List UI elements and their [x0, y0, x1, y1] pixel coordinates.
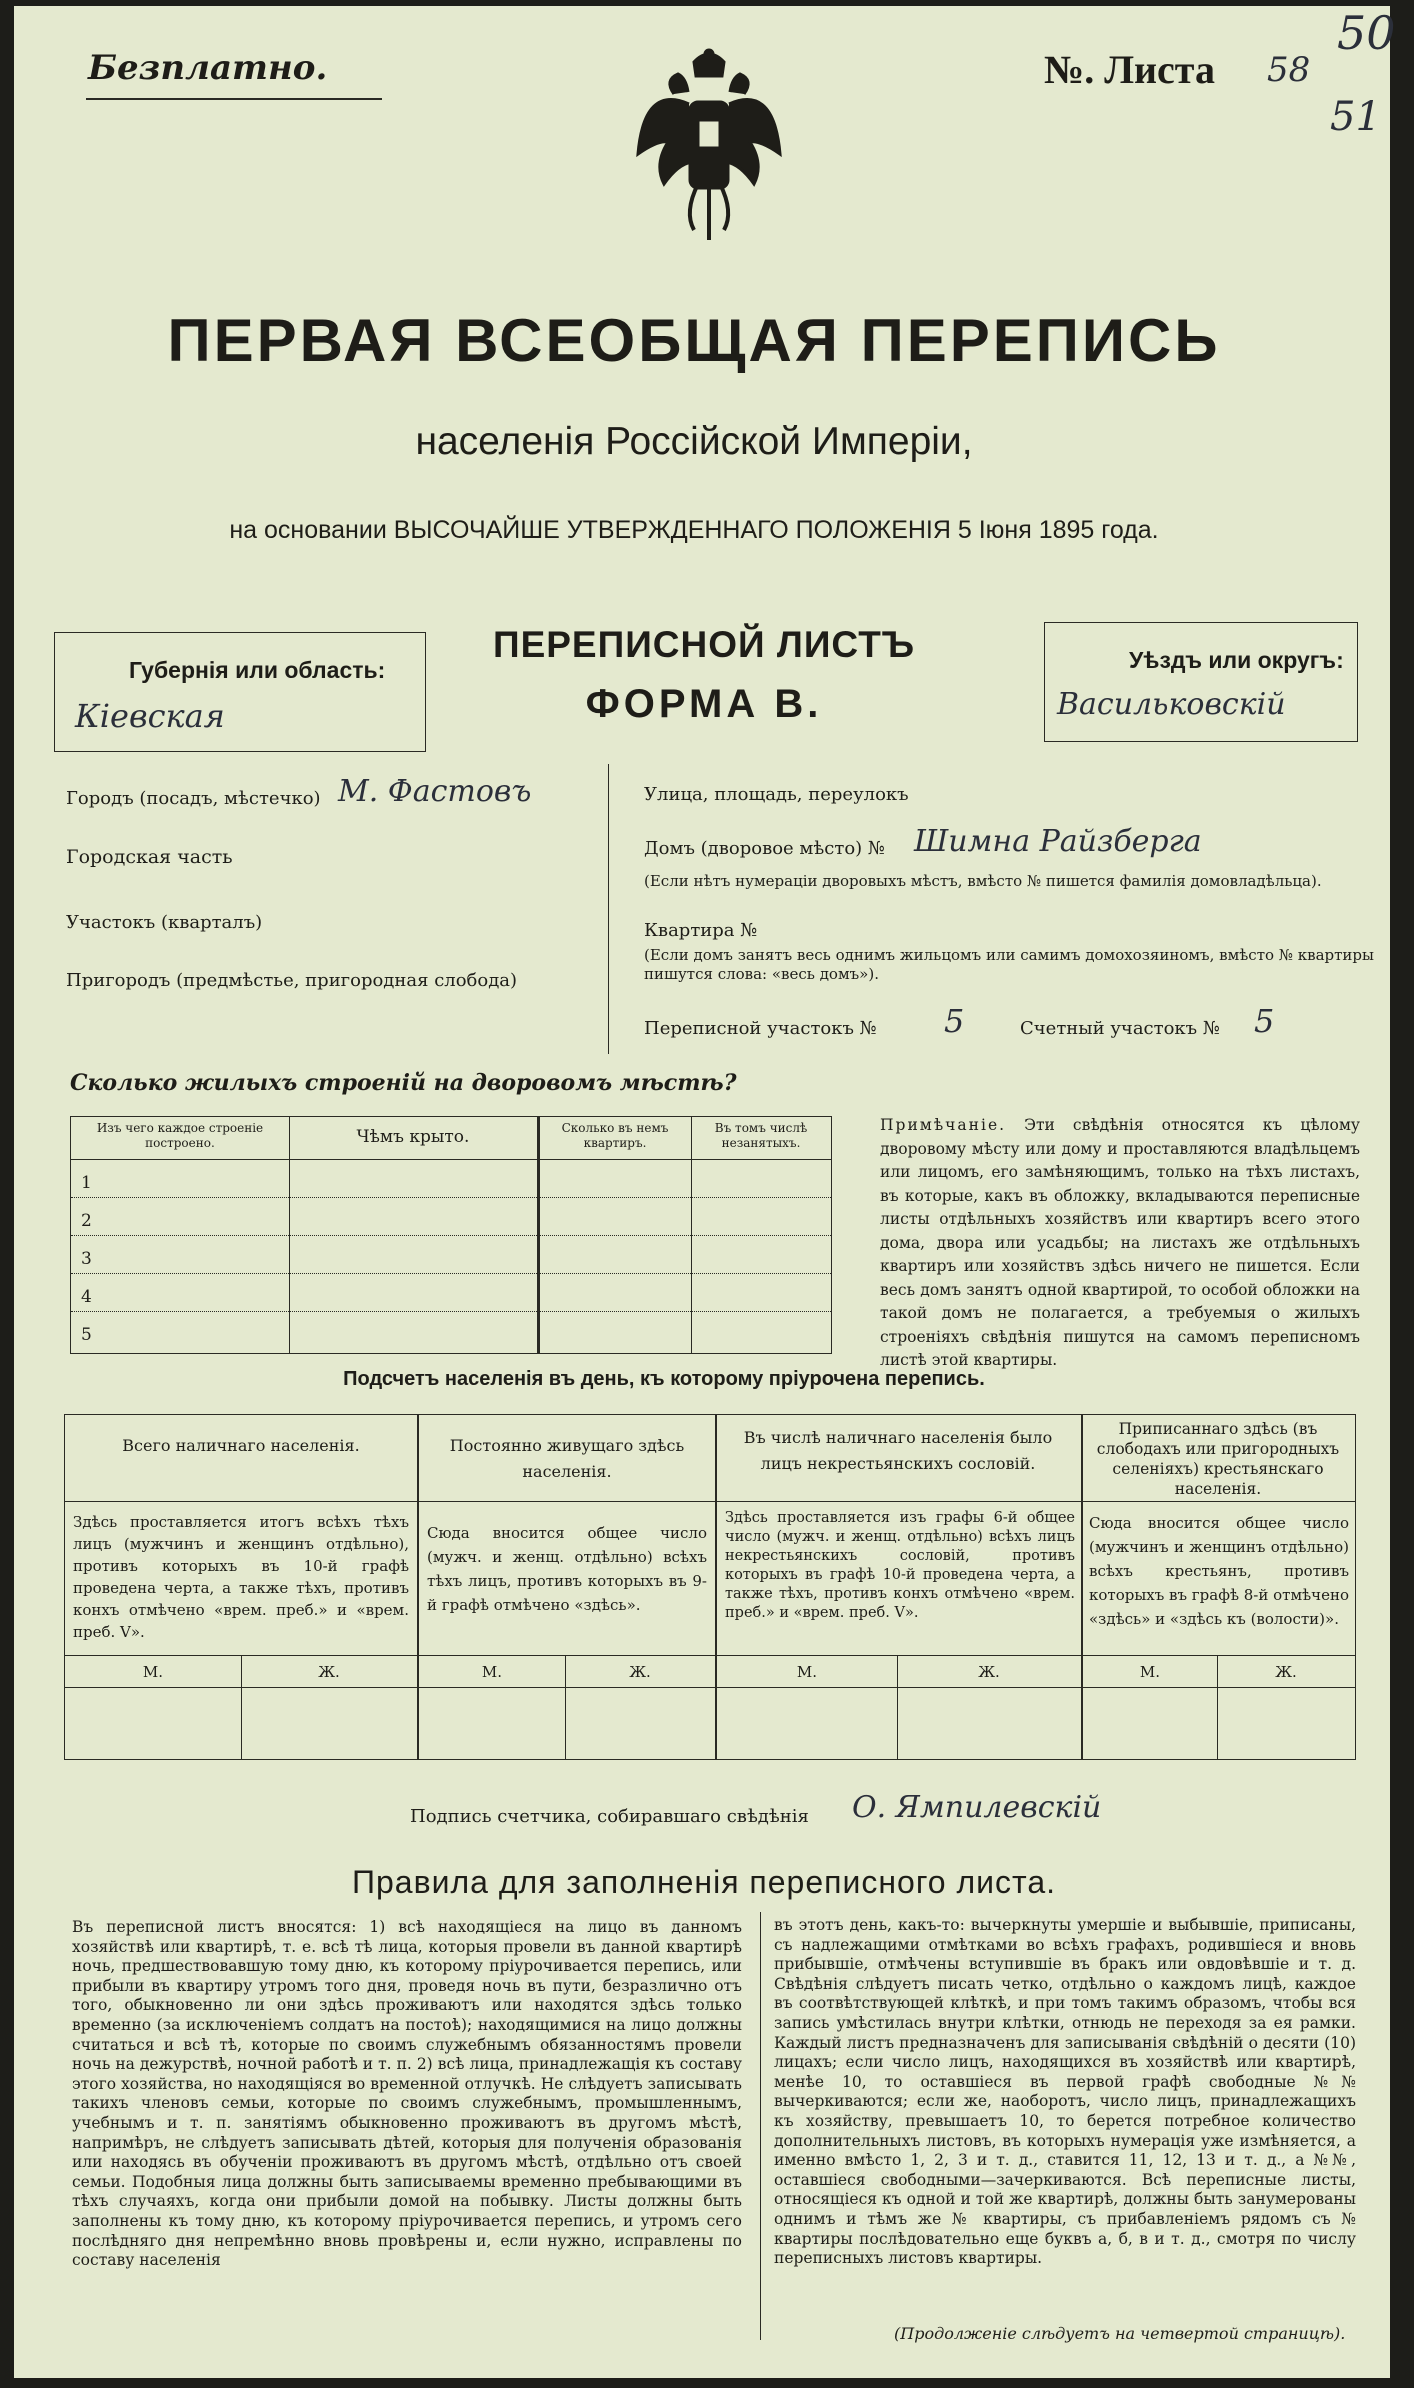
- census-district-value: 5: [944, 1002, 965, 1040]
- population-table: [64, 1414, 1356, 1760]
- pop-col-2-title: Постоянно живущаго здѣсь населенія.: [449, 1436, 685, 1481]
- pop-col-4-title: Приписаннаго здѣсь (въ слободахъ или пригородныхъ селеніяхъ) крестьянскаго населенія.: [1096, 1420, 1340, 1498]
- pop-col-1-desc: Здѣсь проставляется итогъ всѣхъ тѣхъ лицъ (мужчинъ и женщинъ отдѣльно), противъ которыхъ въ 10-й графѣ проведена черта, а также тѣхъ, противъ конхъ отмѣчено «врем. преб.» и «врем. преб. V».: [73, 1513, 409, 1641]
- pop-col-1-m: М.: [142, 1663, 164, 1681]
- count-district-value: 5: [1254, 1002, 1275, 1040]
- city-part-label: Городская часть: [66, 846, 233, 868]
- census-title: ПЕРВАЯ ВСЕОБЩАЯ ПЕРЕПИСЬ: [167, 307, 1221, 374]
- house-label: Домъ (дворовое мѣсто) №: [644, 838, 885, 859]
- house-note: (Если нѣтъ нумераціи дворовыхъ мѣстъ, вмѣсто № пишется фамилія домовладѣльца).: [644, 872, 1322, 890]
- pop-col-1-title: Всего наличнаго населенія.: [122, 1436, 360, 1455]
- buildings-note-text: Эти свѣдѣнія относятся къ цѣлому дворовому мѣсту или дому и проставляются владѣльцемъ или лицомъ, его замѣняющимъ, только на тѣхъ листахъ, въ которые, какъ въ обложку, вкладываются переписные листы отдѣльныхъ хозяйствъ или квартиръ всего этого дома, двора или усадьбы; на листахъ же отдѣльныхъ квартиръ или хозяйствъ здѣсь ничего не пишется. Если весь домъ занятъ одной квартирой, то особой обложки на такой домъ не полагается, а требуемыя о жилыхъ строеніяхъ свѣдѣнія пишутся на самомъ переписномъ листѣ этой квартиры.: [880, 1116, 1360, 1369]
- census-decree: на основании ВЫСОЧАЙШЕ УТВЕРЖДЕННАГО ПОЛОЖЕНІЯ 5 Іюня 1895 года.: [229, 516, 1159, 544]
- buildings-row-3: 3: [81, 1249, 92, 1269]
- signature-label: Подпись счетчика, собиравшаго свѣдѣнія: [410, 1806, 809, 1827]
- apartment-note: (Если домъ занятъ весь однимъ жильцомъ или самимъ домохозяиномъ, вмѣсто № квартиры пишутся слова: «весь домъ»).: [644, 946, 1374, 983]
- census-subtitle: населенія Россійской Имперіи,: [415, 420, 973, 463]
- city-value: М. Фастовъ: [338, 774, 532, 809]
- free-underline: [86, 98, 382, 100]
- buildings-row-2: 2: [81, 1211, 92, 1231]
- buildings-table: [70, 1116, 832, 1354]
- pop-col-4-m: М.: [1139, 1663, 1161, 1681]
- city-label: Городъ (посадъ, мѣстечко): [66, 788, 321, 809]
- uchastok-label: Участокъ (кварталъ): [66, 912, 263, 933]
- buildings-row-4: 4: [81, 1287, 92, 1307]
- pop-col-4-f: Ж.: [1275, 1663, 1297, 1681]
- uezd-value: Васильковскій: [1057, 687, 1286, 722]
- pop-col-2-f: Ж.: [629, 1663, 651, 1681]
- rules-divider: [760, 1912, 761, 2340]
- form-letter: ФОРМА В.: [585, 682, 823, 726]
- buildings-col-apartments: Сколько въ немъ квартиръ.: [561, 1121, 669, 1150]
- gubernia-label: Губернія или область:: [129, 657, 386, 683]
- pop-col-3-m: М.: [796, 1663, 818, 1681]
- pop-col-3-title: Въ числѣ наличнаго населенія было лицъ некрестьянскихъ сословій.: [743, 1428, 1053, 1473]
- buildings-col-vacant: Въ томъ числѣ незанятыхъ.: [714, 1121, 808, 1150]
- pop-col-2-desc: Сюда вносится общее число (мужч. и женщ. отдѣльно) всѣхъ тѣхъ лицъ, противъ которыхъ въ 9-й графѣ отмѣчено «здѣсь».: [427, 1524, 707, 1614]
- rules-continued: (Продолженіе слѣдуетъ на четвертой страницѣ).: [894, 2324, 1346, 2343]
- buildings-col-roof: Чѣмъ крыто.: [356, 1127, 470, 1147]
- buildings-heading: Сколько жилыхъ строеній на дворовомъ мѣстѣ?: [70, 1070, 737, 1096]
- pop-col-3-f: Ж.: [978, 1663, 1000, 1681]
- double-headed-eagle-icon: [634, 44, 784, 244]
- buildings-row-1: 1: [81, 1173, 92, 1193]
- sheet-number-value: 58: [1267, 50, 1311, 90]
- rules-left-text: Въ переписной листъ вносятся: 1) всѣ находящіеся на лицо въ данномъ хозяйствѣ или квартирѣ, т. е. всѣ тѣ лица, которыя провели въ данной квартирѣ ночь, предшествовавшую тому дню, къ которому пріурочивается перепись, или прибыли въ квартиру утромъ того дня, проведя ночь въ пути, безразлично отъ того, обыкновенно ли они здѣсь проживаютъ или находятся здѣсь только временно (за исключеніемъ солдатъ на постоѣ); находящимися на лицо должны считаться и всѣ тѣ, которые по своимъ служебнымъ обязанностямъ провели ночь на дежурствѣ, ночной работѣ и т. п. 2) всѣ лица, принадлежащія къ составу этого хозяйства, но находящіяся во временной отлучкѣ. Не слѣдуетъ записывать такихъ членовъ семьи, которые по своимъ служебнымъ, промышленнымъ, учебнымъ и т. п. занятіямъ обыкновенно проживаютъ въ другомъ мѣстѣ, напримѣръ, не слѣдуетъ записывать дѣтей, которыя для полученія образованія или находясь въ обученіи проживаютъ въ другомъ мѣстѣ, отдѣльно отъ своей семьи. Подобныя лица должны быть записываемы временно пребывающими въ тѣхъ случаяхъ, когда они прибыли домой на побывку. Листы должны быть заполнены къ тому дню, къ которому пріурочивается перепись, и утромъ сего послѣдняго дня непремѣнно вновь провѣрены и, если нужно, исправлены по составу населенія: [72, 1918, 742, 2270]
- census-district-label: Переписной участокъ №: [644, 1018, 877, 1039]
- buildings-note: [880, 1114, 1360, 1373]
- uezd-label: Уѣздъ или округъ:: [1129, 647, 1344, 673]
- street-label: Улица, площадь, переулокъ: [644, 784, 909, 805]
- pop-col-1-f: Ж.: [318, 1663, 340, 1681]
- margin-number-bottom: 51: [1330, 94, 1381, 140]
- pop-col-3-desc: Здѣсь проставляется изъ графы 6-й общее число (мужч. и женщ. отдѣльно) всѣхъ лицъ некрестьянскихъ сословій, противъ которыхъ въ графѣ 10-й проведена черта, а также тѣхъ, противъ конхъ отмѣчено «врем. преб.» и «врем. преб. V».: [725, 1510, 1075, 1621]
- rules-right-text: въ этотъ день, какъ-то: вычеркнуты умершіе и выбывшіе, приписаны, съ надлежащими отмѣтками во всѣхъ графахъ, родившіеся и вновь прибывшіе, отмѣчены вступившіе въ бракъ или овдовѣвшіе и т. д. Свѣдѣнія слѣдуетъ писать четко, отдѣльно о каждомъ лицѣ, каждое въ соотвѣтствующей клѣткѣ, и при томъ такимъ образомъ, чтобы вся запись умѣстилась внутри клѣтки, отнюдь не переходя за ея рамки. Каждый листъ предназначенъ для записыванія свѣдѣній о десяти (10) лицахъ; если число лицъ, находящихся въ хозяйствѣ или квартирѣ, менѣе 10, то оставшіеся въ первой графѣ свободные №№ вычеркиваются; если же, наоборотъ, число лицъ, принадлежащихъ къ хозяйству, превышаетъ 10, то берется потребное количество дополнительныхъ листовъ, въ которыхъ нумерація уже измѣняется, а именно вмѣсто 1, 2, 3 и т. д., ставится 11, 12, 13 и т. д., а №№, оставшіеся свободными—зачеркиваются. Всѣ переписные листы, относящіеся къ одной и той же квартирѣ, должны быть занумерованы однимъ и тѣмъ же № квартиры, съ прибавленіемъ рядомъ съ № квартиры послѣдовательно еще буквъ а, б, в и т. д., смотря по числу переписныхъ листовъ квартиры.: [774, 1916, 1356, 2268]
- signature-value: О. Ямпилевскій: [852, 1790, 1102, 1825]
- free-label: Безплатно.: [88, 48, 328, 88]
- rules-title: Правила для заполненія переписного листа.: [352, 1864, 1056, 1900]
- house-value: Шимна Райзберга: [914, 824, 1202, 859]
- uezd-box: [1044, 622, 1358, 742]
- buildings-note-title: Примѣчаніе.: [880, 1116, 1007, 1134]
- suburb-label: Пригородъ (предмѣстье, пригородная слобода): [66, 970, 518, 991]
- sheet-number-label: №. Листа: [1044, 47, 1215, 92]
- buildings-col-material: Изъ чего каждое строеніе построено.: [96, 1121, 264, 1150]
- count-district-label: Счетный участокъ №: [1020, 1018, 1220, 1039]
- gubernia-box: [54, 632, 426, 752]
- pop-col-2-m: М.: [481, 1663, 503, 1681]
- population-heading: Подсчетъ населенія въ день, къ которому пріурочена перепись.: [343, 1368, 985, 1390]
- apartment-label: Квартира №: [644, 920, 758, 941]
- form-title: ПЕРЕПИСНОЙ ЛИСТЪ: [492, 624, 916, 665]
- buildings-row-5: 5: [81, 1325, 92, 1345]
- address-divider: [608, 764, 609, 1054]
- pop-col-4-desc: Сюда вносится общее число (мужчинъ и женщинъ отдѣльно) всѣхъ крестьянъ, противъ которыхъ въ графѣ 8-й отмѣчено «здѣсь» и «здѣсь къ (волости)».: [1089, 1514, 1350, 1628]
- census-sheet: [14, 6, 1396, 2378]
- margin-number-top: 50: [1337, 6, 1396, 60]
- gubernia-value: Кіевская: [75, 697, 225, 735]
